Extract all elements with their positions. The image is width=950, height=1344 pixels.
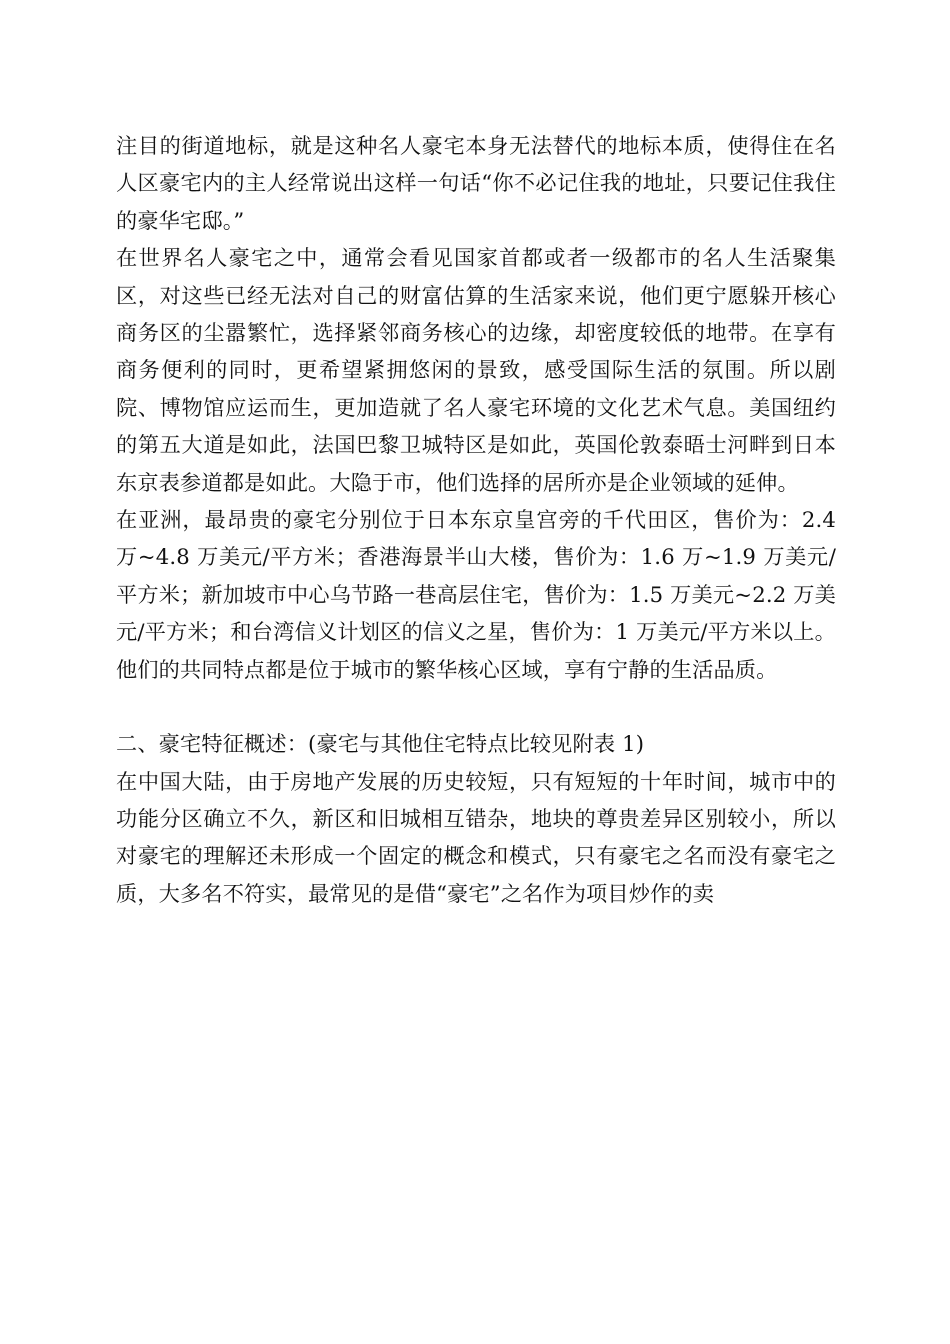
document-page	[116, 127, 836, 912]
section-heading: 二、豪宅特征概述：(豪宅与其他住宅特点比较见附表 1)	[116, 731, 645, 757]
paragraph-world-mansions: 在世界名人豪宅之中，通常会看见国家首都或者一级都市的名人生活聚集区，对这些已经无法对自己的财富估算的生活家来说，他们更宁愿躲开核心商务区的尘嚣繁忙，选择紧邻商务核心的边缘，却密度较低的地带。在享有商务便利的同时，更希望紧拥悠闲的景致，感受国际生活的氛围。所以剧院、博物馆应运而生，更加造就了名人豪宅环境的文化艺术气息。美国纽约的第五大道是如此，法国巴黎卫城特区是如此，英国伦敦泰晤士河畔到日本东京表参道都是如此。大隐于市，他们选择的居所亦是企业领域的延伸。	[116, 245, 836, 495]
paragraph-spacer	[116, 688, 836, 725]
paragraph-china-mainland: 在中国大陆，由于房地产发展的历史较短，只有短短的十年时间，城市中的功能分区确立不久，新区和旧城相互错杂，地块的尊贵差异区别较小，所以对豪宅的理解还未形成一个固定的概念和模式，只有豪宅之名而没有豪宅之质，大多名不符实，最常见的是借“豪宅”之名作为项目炒作的卖	[116, 768, 836, 906]
paragraph-asia-prices: 在亚洲，最昂贵的豪宅分别位于日本东京皇宫旁的千代田区，售价为：2.4 万~4.8 万美元/平方米；香港海景半山大楼，售价为：1.6 万~1.9 万美元/平方米；新加坡市中心乌节路一巷高层住宅，售价为：1.5 万美元~2.2 万美元/平方米；和台湾信义计划区的信义之星，售价为：1 万美元/平方米以上。他们的共同特点都是位于城市的繁华核心区域，享有宁静的生活品质。	[116, 507, 836, 682]
paragraph-landmark: 注目的街道地标，就是这种名人豪宅本身无法替代的地标本质，使得住在名人区豪宅内的主人经常说出这样一句话“你不必记住我的地址，只要记住我住的豪华宅邸。”	[116, 133, 836, 233]
